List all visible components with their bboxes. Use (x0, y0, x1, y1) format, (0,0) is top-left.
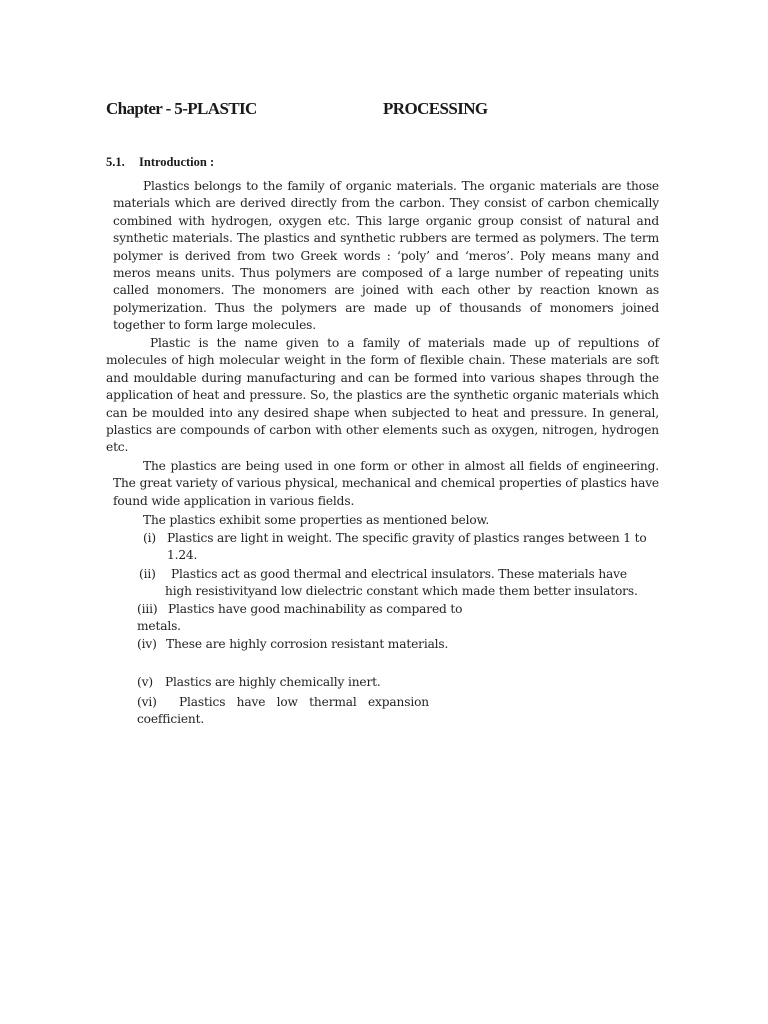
property-text-continued: 1.24. (167, 548, 198, 563)
property-text: Plastics have low thermal expansion (179, 695, 429, 709)
property-marker: (iii) (137, 602, 158, 616)
property-item (137, 601, 482, 636)
property-text: Plastics are light in weight. The specific gravity of plastics ranges between 1 to (167, 531, 647, 545)
property-item (137, 674, 482, 691)
section-title: Introduction : (139, 155, 215, 169)
chapter-title-left: Chapter - 5-PLASTIC (106, 99, 257, 118)
paragraph-plastic-definition: Plastic is the name given to a family of materials made up of repultions of molecules of high molecular weight in the form of flexible chain. These materials are soft and mouldable during manufacturing and can be formed into various shapes through the application of heat and pressure. So, the plastics are the synthetic organic materials which can be moulded into any desired shape when subjected to heat and pressure. In general, plastics are compounds of carbon with other elements such as oxygen, nitrogen, hydrogen etc. (106, 336, 659, 455)
paragraph-intro: Plastics belongs to the family of organic materials. The organic materials are those materials which are derived directly from the carbon. They consist of carbon chemically combined with hydrogen, oxygen etc. This large organic group consist of natural and synthetic materials. The plastics and synthetic rubbers are termed as polymers. The term polymer is derived from two Greek words : ‘poly’ and ‘meros’. Poly means many and meros means units. Thus polymers are composed of a large number of repeating units called monomers. The monomers are joined with each other by reaction known as polymerization. Thus the polymers are made up of thousands of monomers joined together to form large molecules. (113, 179, 659, 333)
property-text: Plastics have good machinability as compared to (168, 602, 463, 616)
property-marker: (vi) (137, 695, 157, 709)
property-marker: (i) (143, 531, 156, 545)
property-text-continued: coefficient. (137, 712, 205, 727)
paragraph-applications: The plastics are being used in one form or other in almost all fields of engineering. The great variety of various physical, mechanical and chemical properties of plastics have found wide application in various fields. (113, 459, 659, 508)
property-marker: (ii) (139, 567, 156, 581)
section-heading (106, 155, 214, 170)
property-text-continued: high resistivityand low dielectric constant which made them better insulators. (165, 584, 638, 599)
property-marker: (v) (137, 675, 153, 689)
chapter-title-right: PROCESSING (383, 99, 488, 118)
chapter-title (106, 99, 526, 119)
property-item (143, 530, 663, 565)
property-text: Plastics act as good thermal and electrical insulators. These materials have (171, 567, 627, 581)
property-text: Plastics are highly chemically inert. (165, 675, 381, 689)
property-item (139, 566, 659, 601)
section-number: 5.1. (106, 155, 125, 169)
property-text-continued: metals. (137, 619, 181, 634)
property-text: These are highly corrosion resistant materials. (166, 637, 449, 651)
property-item (137, 694, 429, 729)
properties-lead: The plastics exhibit some properties as mentioned below. (143, 513, 490, 527)
property-marker: (iv) (137, 637, 157, 651)
property-item (137, 636, 482, 653)
